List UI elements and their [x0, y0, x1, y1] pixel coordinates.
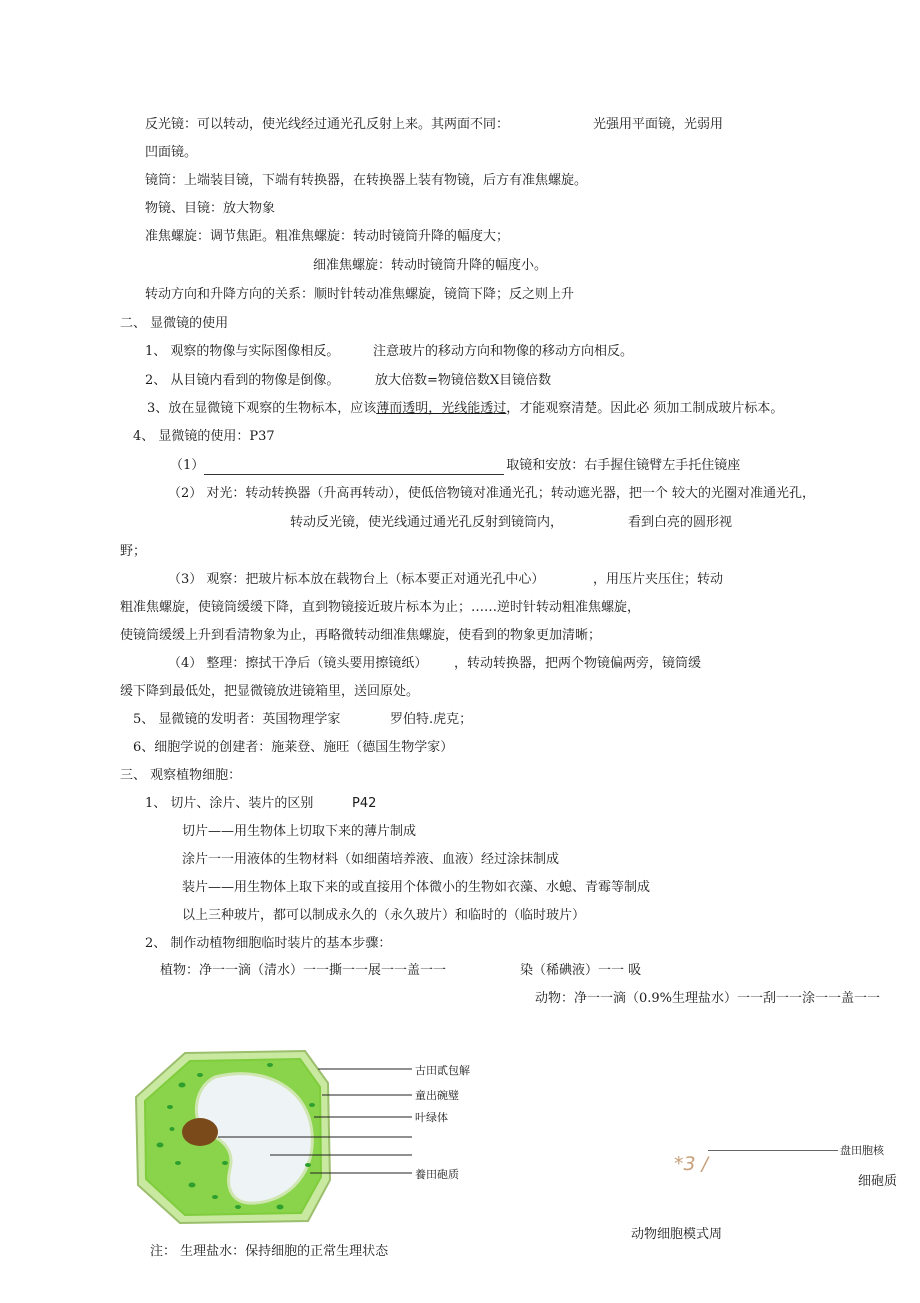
step-line: 看到白亮的圆形视 — [628, 515, 733, 530]
leader-line — [708, 1150, 838, 1151]
step-line: 使镜筒缓缓上升到看清物象为止，再略微转动细准焦螺旋，使看到的物象更加清晰； — [120, 628, 602, 643]
figure-label: 古田貳包解 — [415, 1064, 470, 1077]
text-span: ，才能观察清楚。因此必 须加工制成玻片标本。 — [506, 401, 784, 416]
text-span: 取镜和安放：右手握住镜臂左手托住镜座 — [506, 458, 741, 473]
list-item — [147, 400, 783, 418]
list-item: 1、 观察的物像与实际图像相反。 — [145, 344, 340, 359]
list-item: 1、 切片、涂片、装片的区别 — [145, 796, 314, 811]
text-line: 准焦螺旋：调节焦距。粗准焦螺旋：转动时镜筒升降的幅度大； — [145, 229, 510, 244]
definition-line: 涂片一一用液体的生物材料（如细菌培养液、血液）经过涂抹制成 — [182, 852, 560, 867]
definition-line: 以上三种玻片，都可以制成永久的（永久玻片）和临时的（临时玻片） — [182, 908, 586, 923]
text-span: （1） — [170, 458, 205, 473]
list-item-note: 罗伯特.虎克； — [390, 712, 473, 727]
step-line: 野； — [120, 544, 147, 559]
step-line — [170, 457, 740, 475]
step-line: 转动反光镜，使光线通过通光孔反射到镜筒内， — [290, 515, 564, 530]
text-span: 反光镜：可以转动，使光线经过通光孔反射上来。其两面不同： — [145, 117, 510, 132]
figure-label: 養田砲质 — [415, 1168, 459, 1181]
text-line: 细准焦螺旋：转动时镜筒升降的幅度小。 — [313, 258, 548, 273]
figure-label: 细砲质 — [858, 1174, 898, 1189]
procedure-line: 染（稀碘液）一一 吸 — [520, 963, 642, 978]
list-item-note: 注意玻片的移动方向和物像的移动方向相反。 — [373, 344, 634, 359]
list-item: 2、 制作动植物细胞临时装片的基本步骤： — [145, 936, 392, 951]
list-item: 5、 显微镜的发明者：英国物理学家 — [133, 712, 341, 727]
figure-label: 盘田胞核 — [840, 1144, 884, 1157]
definition-line: 装片——用生物体上取下来的或直接用个体微小的生物如衣藻、水螅、青霉等制成 — [182, 880, 651, 895]
definition-line: 切片——用生物体上切取下来的薄片制成 — [182, 824, 417, 839]
text-line — [593, 116, 723, 134]
text-line: 镜筒：上端装目镜，下端有转换器，在转换器上装有物镜，后方有准焦螺旋。 — [145, 173, 588, 188]
footnote: 注： 生理盐水：保持细胞的正常生理状态 — [150, 1244, 389, 1259]
section-heading: 三、 观察植物细胞： — [120, 768, 242, 783]
procedure-line: 动物：净一一滴（0.9%生理盐水）一一刮一一涂一一盖一一 — [535, 991, 881, 1006]
fill-in-blank — [204, 461, 504, 475]
list-item: 2、 从目镜内看到的物像是倒像。 — [145, 373, 340, 388]
text-span: 光强用平面镜，光弱用 — [593, 117, 724, 132]
step-line: ，用压片夹压住；转动 — [593, 572, 724, 587]
step-line: （3） 观察：把玻片标本放在载物台上（标本要正对通光孔中心） — [168, 572, 545, 587]
list-item: 4、 显微镜的使用：P37 — [133, 429, 275, 444]
text-line: 凹面镜。 — [145, 145, 198, 160]
list-item-note: 放大倍数=物镜倍数X目镜倍数 — [375, 373, 552, 388]
text-span: 3、放在显微镜下观察的生物标本，应该 — [147, 401, 377, 416]
list-item: 6、细胞学说的创建者：施莱登、施旺（德国生物学家） — [133, 740, 454, 755]
figure-label: 童出碗璧 — [415, 1089, 459, 1102]
step-line: 粗准焦螺旋，使镜筒缓缓下降，直到物镜接近玻片标本为止；……逆时针转动粗准焦螺旋， — [120, 600, 641, 615]
underlined-text: 薄而透明，光线能透过 — [376, 401, 507, 416]
step-line: ，转动转换器，把两个物镜偏两旁，镜筒缓 — [454, 656, 702, 671]
section-heading: 二、 显微镜的使用 — [120, 316, 229, 331]
text-line — [145, 116, 509, 134]
figure-mark: *3 / — [674, 1153, 709, 1175]
page-reference: P42 — [352, 796, 377, 811]
procedure-line: 植物：净一一滴（清水）一一撕一一展一一盖一一 — [160, 963, 447, 978]
text-line: 转动方向和升降方向的关系：顺时针转动准焦螺旋，镜筒下降；反之则上升 — [145, 287, 575, 302]
step-line: （4） 整理：擦拭干净后（镜头要用擦镜纸） — [168, 656, 428, 671]
step-line: 缓下降到最低处，把显微镜放进镜箱里，送回原处。 — [120, 684, 420, 699]
step-line: （2） 对光：转动转换器（升高再转动），使低倍物镜对准通光孔；转动遮光器，把一个 较大的光圈对准通光孔， — [168, 486, 816, 501]
figure-caption: 动物细胞模式周 — [631, 1227, 723, 1242]
text-line: 物镜、目镜：放大物象 — [145, 201, 276, 216]
nucleus — [182, 1118, 218, 1146]
figure-label: 叶绿体 — [415, 1111, 448, 1124]
